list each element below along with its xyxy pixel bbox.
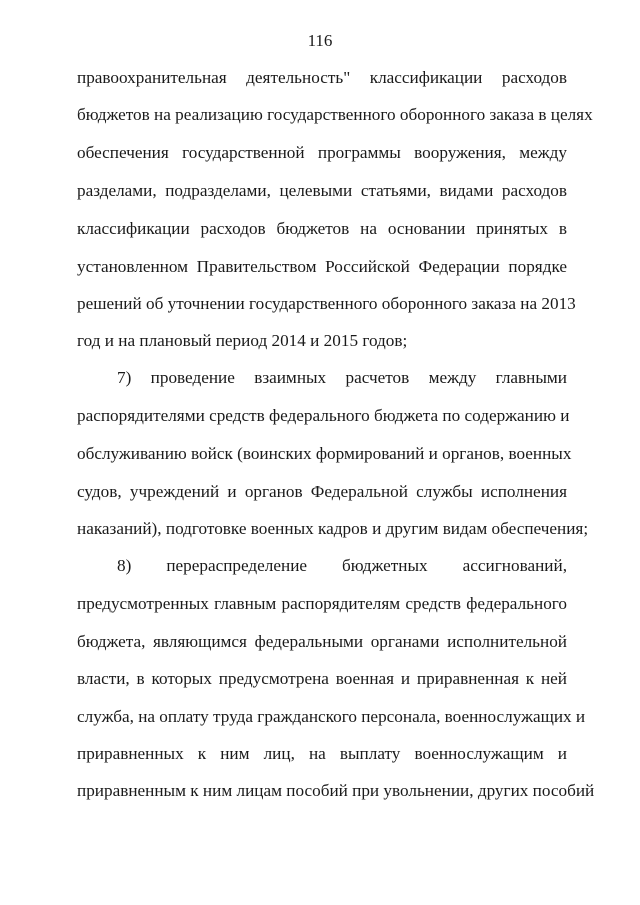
text-line: предусмотренных главным распорядителям средств федерального: [77, 594, 567, 613]
text-line: судов, учреждений и органов Федеральной службы исполнения: [77, 482, 567, 501]
text-line: разделами, подразделами, целевыми статьями, видами расходов: [77, 181, 567, 200]
text-line: классификации расходов бюджетов на основании принятых в: [77, 219, 567, 238]
text-line: 7) проведение взаимных расчетов между главными: [117, 368, 567, 387]
text-line: приравненным к ним лицам пособий при увольнении, других пособий: [77, 781, 595, 800]
text-line: установленном Правительством Российской Федерации порядке: [77, 257, 567, 276]
text-line: приравненных к ним лиц, на выплату военнослужащим и: [77, 744, 567, 763]
text-line: бюджетов на реализацию государственного оборонного заказа в целях: [77, 105, 593, 124]
text-line: наказаний), подготовке военных кадров и другим видам обеспечения;: [77, 519, 589, 538]
text-line: обслуживанию войск (воинских формирований и органов, военных: [77, 444, 572, 463]
text-line: распорядителями средств федерального бюджета по содержанию и: [77, 406, 570, 425]
text-line: бюджета, являющимся федеральными органами исполнительной: [77, 632, 567, 651]
text-line: правоохранительная деятельность" классификации расходов: [77, 68, 567, 87]
text-line: власти, в которых предусмотрена военная и приравненная к ней: [77, 669, 567, 688]
text-line: решений об уточнении государственного оборонного заказа на 2013: [77, 294, 576, 313]
page-number: 116: [307, 31, 333, 50]
text-line: 8) перераспределение бюджетных ассигнований,: [117, 556, 567, 575]
text-line: год и на плановый период 2014 и 2015 годов;: [77, 331, 408, 350]
text-line: обеспечения государственной программы вооружения, между: [77, 143, 567, 162]
text-line: служба, на оплату труда гражданского персонала, военнослужащих и: [77, 707, 586, 726]
